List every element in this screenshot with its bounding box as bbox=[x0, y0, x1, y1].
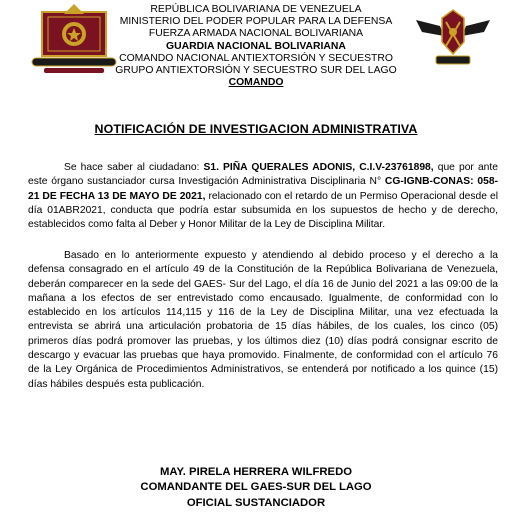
p1-text-3: relacionado con el retardo de un Permiso Operacional desde el día 01ABR2021, conducta que podría estar subsumida en los supuestos de hecho y de derecho, establecidos como falta al Deber y Honor Militar de la Ley de Disciplina Militar. bbox=[28, 190, 498, 231]
signature-name: MAY. PIRELA HERRERA WILFREDO bbox=[159, 466, 353, 478]
header-line-republic: REPÚBLICA BOLIVARIANA DE VENEZUELA bbox=[150, 4, 362, 15]
header-line-fanb: FUERZA ARMADA NACIONAL BOLIVARIANA bbox=[148, 28, 364, 40]
header-line-conas: COMANDO NACIONAL ANTIEXTORSIÓN Y SECUESTRO bbox=[119, 52, 393, 64]
document-header bbox=[0, 4, 512, 89]
p1-case-number: CG-IGNB-CONAS: 058-21 DE FECHA 13 DE MAYO DE 2021, bbox=[28, 176, 498, 202]
header-line-comando: COMANDO bbox=[228, 77, 284, 89]
header-line-gaes: GRUPO ANTIEXTORSIÓN Y SECUESTRO SUR DEL LAGO bbox=[115, 65, 397, 77]
signature-position: COMANDANTE DEL GAES-SUR DEL LAGO bbox=[140, 481, 372, 494]
paragraph-summons bbox=[28, 249, 498, 392]
p1-text-1: Se hace saber al ciudadano: bbox=[64, 162, 204, 173]
signature-role: OFICIAL SUSTANCIADOR bbox=[186, 496, 326, 509]
signature-block bbox=[0, 465, 512, 511]
paragraph-notification bbox=[28, 161, 498, 232]
p1-citizen: S1. PIÑA QUERALES ADONIS, C.I.V-23761898, bbox=[203, 162, 434, 173]
document-title: NOTIFICACIÓN DE INVESTIGACION ADMINISTRATIVA bbox=[94, 122, 418, 136]
p2-text: Basado en lo anteriormente expuesto y atendiendo al debido proceso y el derecho a la defensa consagrado en el artículo 49 de la Constitución de la República Bolivariana de Venezuela, deberán comparecer en la sede del GAES- Sur del Lago, el día 16 de Junio del 2021 a las 09:00 de la mañana a los efectos de ser entrevistado como encausado. Igualmente, de conformidad con lo establecido en los artículos 114,115 y 116 de la Ley de Disciplina Militar, una vez efectuada la entrevista se abrirá una articulación probatoria de 15 días hábiles, de los cuales, los cinco (05) primeros días podrá promover las pruebas, y los últimos diez (10) días podrá consignar escrito de descargo y evacuar las pruebas que haya promovido. Finalmente, de conformidad con el artículo 76 de la Ley Orgánica de Procedimientos Administrativos, se entenderá por notificado a los quince (15) días hábiles después esta publicación. bbox=[28, 250, 498, 390]
p1-text-2: que por ante este órgano sustanciador cursa Investigación Administrativa Disciplinaria N° bbox=[28, 162, 498, 188]
header-line-ministry: MINISTERIO DEL PODER POPULAR PARA LA DEFENSA bbox=[119, 16, 393, 28]
header-line-gnb: GUARDIA NACIONAL BOLIVARIANA bbox=[166, 40, 346, 52]
